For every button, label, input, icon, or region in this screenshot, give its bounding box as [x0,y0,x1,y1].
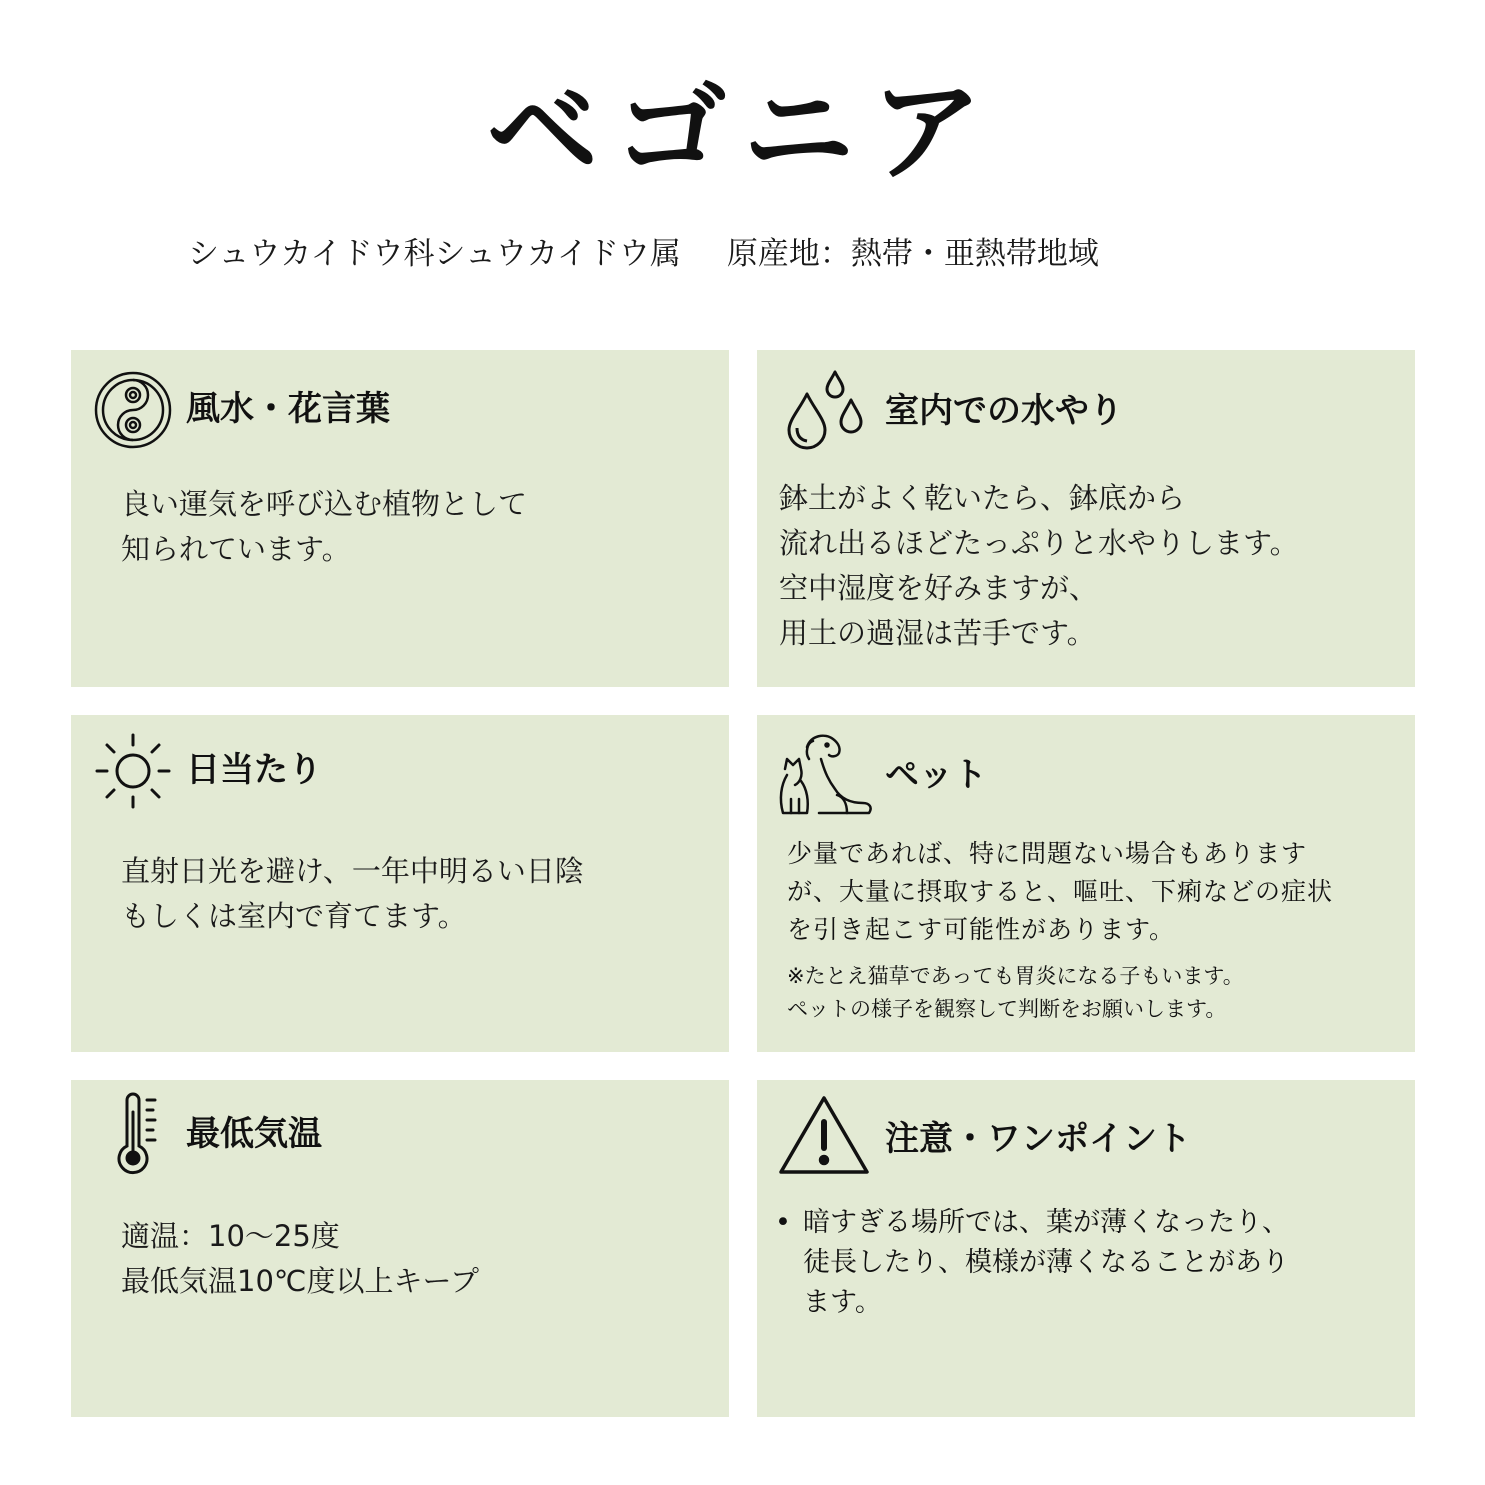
body-line: 徒長したり、模様が薄くなることがあり [803,1247,1289,1278]
thermometer-icon [117,1092,161,1176]
sun-icon [93,731,173,811]
page-title: ベゴニア [486,67,999,197]
card-heading: 室内での水やり [885,391,1123,431]
card-heading: 最低気温 [186,1114,322,1154]
card-body [779,476,1299,656]
body-line: 直射日光を避け、一年中明るい日陰 [121,854,584,888]
body-line: 最低気温10℃度以上キープ [121,1264,480,1298]
card-heading: 日当たり [186,750,322,790]
card-heading: 風水・花言葉 [186,389,390,429]
body-line: 少量であれば、特に問題ない場合もあります [787,839,1308,868]
note-line: ペットの様子を観察して判断をお願いします。 [787,997,1227,1021]
card-note [787,960,1244,1026]
body-line: 用土の過湿は苦手です。 [779,616,1096,650]
warning-icon [777,1094,871,1178]
body-line: 適温：10〜25度 [121,1219,340,1253]
card-pets [757,715,1415,1052]
subtitle [188,232,1099,276]
card-heading: ペット [885,755,987,795]
tip-text [803,1203,1289,1323]
body-line: 暗すぎる場所では、葉が薄くなったり、 [803,1207,1289,1238]
dog-cat-icon [777,729,877,819]
body-line: ます。 [803,1287,882,1318]
card-body [787,835,1333,949]
body-line: 鉢土がよく乾いたら、鉢底から [779,481,1186,515]
bullet: • [775,1207,791,1238]
card-fengshui [71,350,729,687]
yin-yang-icon [93,370,173,450]
card-watering [757,350,1415,687]
card-body [121,849,584,939]
card-heading: 注意・ワンポイント [885,1119,1191,1159]
body-line: 流れ出るほどたっぷりと水やりします。 [779,526,1299,560]
plant-family: シュウカイドウ科シュウカイドウ属 [188,236,681,272]
card-caution [757,1080,1415,1417]
water-drops-icon [785,368,869,452]
body-line: 良い運気を呼び込む植物として [121,487,528,521]
body-line: を引き起こす可能性があります。 [787,915,1176,944]
tip-list-item [775,1203,1289,1323]
card-sunlight [71,715,729,1052]
note-line: ※たとえ猫草であっても胃炎になる子もいます。 [787,964,1244,988]
body-line: 知られています。 [121,532,351,566]
card-body [121,1214,479,1304]
body-line: 空中湿度を好みますが、 [779,571,1099,605]
body-line: が、大量に摂取すると、嘔吐、下痢などの症状 [787,877,1334,906]
plant-origin: 原産地：熱帯・亜熱帯地域 [726,236,1099,272]
card-body [121,482,527,572]
card-temperature [71,1080,729,1417]
body-line: もしくは室内で育てます。 [121,899,467,933]
